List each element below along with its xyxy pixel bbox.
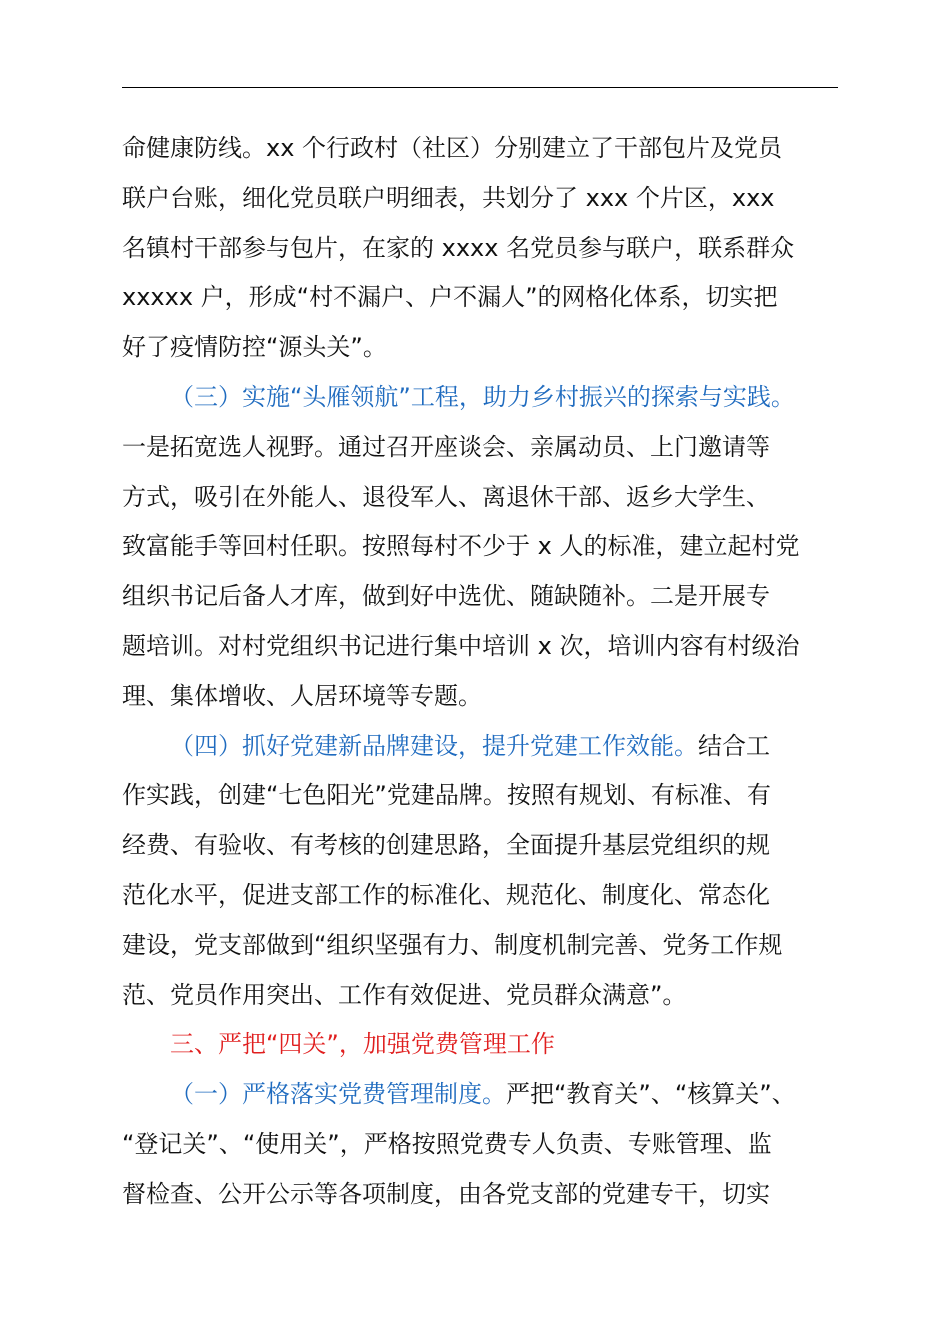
paragraph-text: 结合工 xyxy=(698,731,770,760)
paragraph-text: 联户台账，细化党员联户明细表，共划分了 xxx 个片区，xxx xyxy=(122,183,775,212)
text-line xyxy=(122,722,838,772)
section-heading: （四）抓好党建新品牌建设，提升党建工作效能。 xyxy=(170,731,698,760)
paragraph-text: 方式，吸引在外能人、退役军人、离退休干部、返乡大学生、 xyxy=(122,482,770,511)
text-line xyxy=(122,771,838,821)
paragraph-text: 理、集体增收、人居环境等专题。 xyxy=(122,681,482,710)
text-line xyxy=(122,622,838,672)
text-line xyxy=(122,473,838,523)
text-line xyxy=(122,1070,838,1120)
text-line xyxy=(122,1020,838,1070)
text-line xyxy=(122,821,838,871)
text-line xyxy=(122,423,838,473)
paragraph-text: 组织书记后备人才库，做到好中选优、随缺随补。二是开展专 xyxy=(122,582,770,611)
text-line xyxy=(122,871,838,921)
paragraph-text: 严把“教育关”、“核算关”、 xyxy=(506,1080,796,1109)
paragraph-text: 经费、有验收、有考核的创建思路，全面提升基层党组织的规 xyxy=(122,831,770,860)
paragraph-text: 督检查、公开公示等各项制度，由各党支部的党建专干，切实 xyxy=(122,1179,770,1208)
text-line xyxy=(122,672,838,722)
paragraph-text: 名镇村干部参与包片，在家的 xxxx 名党员参与联户，联系群众 xyxy=(122,233,795,262)
paragraph-text: 建设，党支部做到“组织坚强有力、制度机制完善、党务工作规 xyxy=(122,930,783,959)
body-text xyxy=(122,124,838,1220)
text-line xyxy=(122,323,838,373)
paragraph-text: 范、党员作用突出、工作有效促进、党员群众满意”。 xyxy=(122,980,687,1009)
text-line xyxy=(122,273,838,323)
section-heading: （三）实施“头雁领航”工程，助力乡村振兴的探索与实践。 xyxy=(170,382,795,411)
text-line xyxy=(122,174,838,224)
text-line xyxy=(122,224,838,274)
section-heading: （一）严格落实党费管理制度。 xyxy=(170,1080,506,1109)
text-line xyxy=(122,522,838,572)
paragraph-text: xxxxx 户，形成“村不漏户、户不漏人”的网格化体系，切实把 xyxy=(122,283,778,312)
paragraph-text: 好了疫情防控“源头关”。 xyxy=(122,333,387,362)
paragraph-text: 作实践，创建“七色阳光”党建品牌。按照有规划、有标准、有 xyxy=(122,781,771,810)
header-rule xyxy=(122,87,838,88)
chapter-heading: 三、严把“四关”，加强党费管理工作 xyxy=(170,1030,555,1059)
text-line xyxy=(122,1170,838,1220)
paragraph-text: 命健康防线。xx 个行政村（社区）分别建立了干部包片及党员 xyxy=(122,134,783,162)
text-line xyxy=(122,572,838,622)
text-line xyxy=(122,373,838,423)
paragraph-text: 题培训。对村党组织书记进行集中培训 x 次，培训内容有村级治 xyxy=(122,631,800,660)
text-line xyxy=(122,921,838,971)
text-line xyxy=(122,1120,838,1170)
paragraph-text: 范化水平，促进支部工作的标准化、规范化、制度化、常态化 xyxy=(122,880,770,909)
paragraph-text: 一是拓宽选人视野。通过召开座谈会、亲属动员、上门邀请等 xyxy=(122,432,770,461)
text-line xyxy=(122,971,838,1021)
paragraph-text: “登记关”、“使用关”，严格按照党费专人负责、专账管理、监 xyxy=(122,1129,772,1158)
paragraph-text: 致富能手等回村任职。按照每村不少于 x 人的标准，建立起村党 xyxy=(122,532,800,561)
text-line xyxy=(122,124,838,174)
